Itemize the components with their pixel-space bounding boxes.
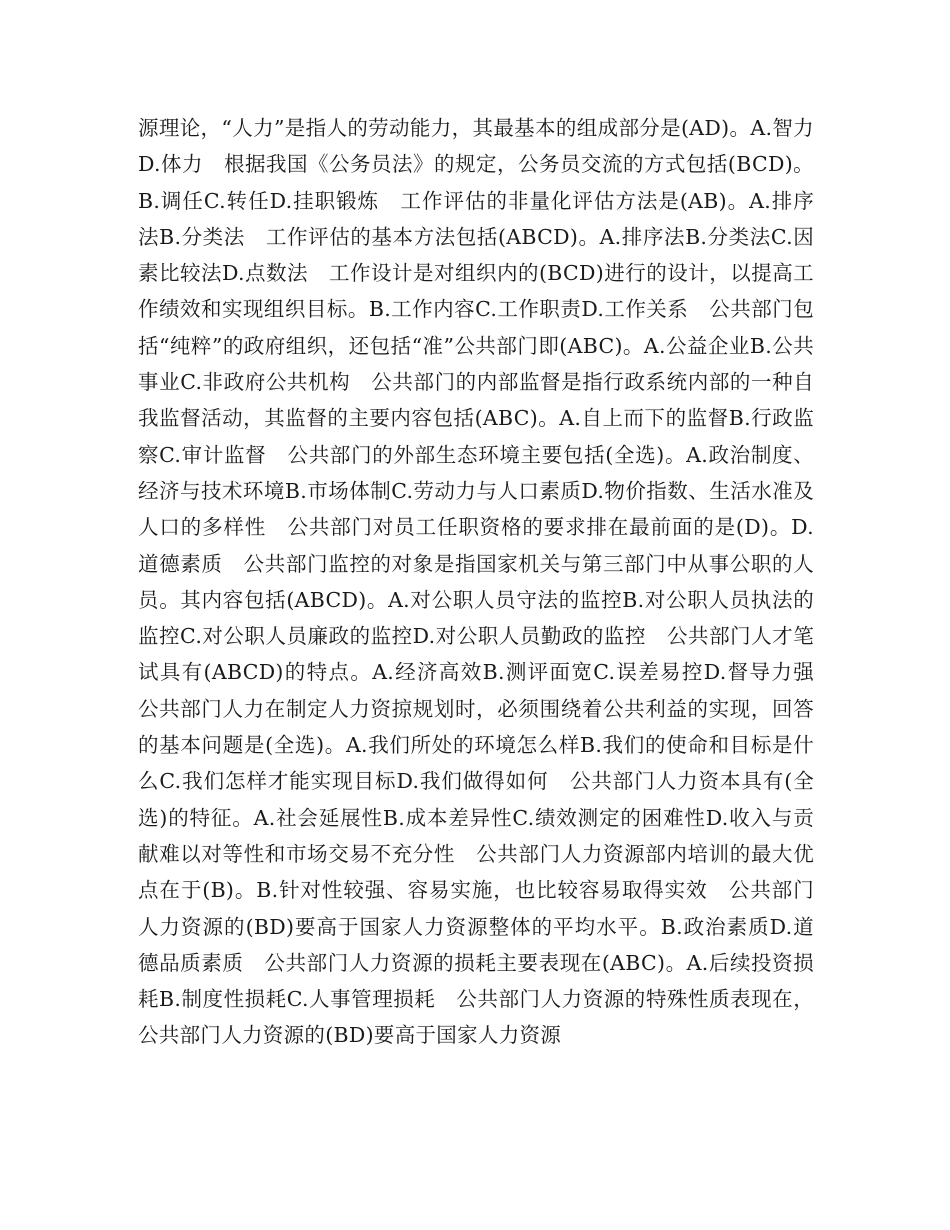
- body-paragraph: 源理论，“人力”是指人的劳动能力，其最基本的组成部分是(AD)。A.智力D.体力 根据我国《公务员法》的规定，公务员交流的方式包括(BCD)。B.调任C.转任D.挂职锻炼 工作评估的非量化评估方法是(AB)。A.排序法B.分类法 工作评估的基本方法包括(ABCD)。A.排序法B.分类法C.因素比较法D.点数法 工作设计是对组织内的(BCD)进行的设计，以提高工作绩效和实现组织目标。B.工作内容C.工作职责D.工作关系 公共部门包括“纯粹”的政府组织，还包括“准”公共部门即(ABC)。A.公益企业B.公共事业C.非政府公共机构 公共部门的内部监督是指行政系统内部的一种自我监督活动，其监督的主要内容包括(ABC)。A.自上而下的监督B.行政监察C.审计监督 公共部门的外部生态环境主要包括(全选)。A.政治制度、经济与技术环境B.市场体制C.劳动力与人口素质D.物价指数、生活水准及人口的多样性 公共部门对员工任职资格的要求排在最前面的是(D)。D.道德素质 公共部门监控的对象是指国家机关与第三部门中从事公职的人员。其内容包括(ABCD)。A.对公职人员守法的监控B.对公职人员执法的监控C.对公职人员廉政的监控D.对公职人员勤政的监控 公共部门人才笔试具有(ABCD)的特点。A.经济高效B.测评面宽C.误差易控D.督导力强 公共部门人力在制定人力资掠规划时，必须围绕着公共利益的实现，回答的基本问题是(全选)。A.我们所处的环境怎么样B.我们的使命和目标是什么C.我们怎样才能实现目标D.我们做得如何 公共部门人力资本具有(全选)的特征。A.社会延展性B.成本差异性C.绩效测定的困难性D.收入与贡献难以对等性和市场交易不充分性 公共部门人力资源部内培训的最大优点在于(B)。B.针对性较强、容易实施，也比较容易取得实效 公共部门人力资源的(BD)要高于国家人力资源整体的平均水平。B.政治素质D.道德品质素质 公共部门人力资源的损耗主要表现在(ABC)。A.后续投资损耗B.制度性损耗C.人事管理损耗 公共部门人力资源的特殊性质表现在，公共部门人力资源的(BD)要高于国家人力资源: [138, 116, 835, 1048]
